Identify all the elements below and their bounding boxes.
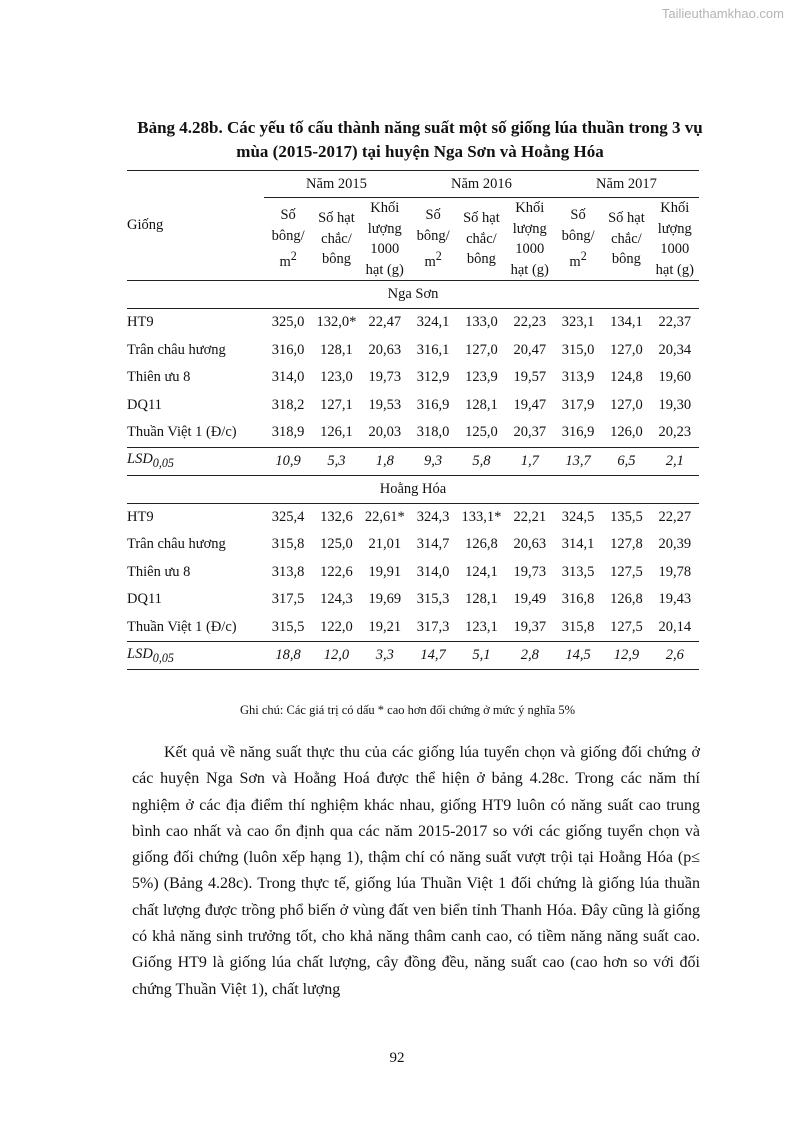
value-cell: 318,2 <box>271 396 305 413</box>
region-header-row <box>127 281 699 309</box>
lsd-cell: 14,7 <box>420 647 446 663</box>
lsd-row <box>127 642 699 670</box>
value-cell: 19,73 <box>513 563 547 580</box>
value-cell: 123,0 <box>320 369 353 386</box>
value-cell: 127,0 <box>610 341 643 358</box>
region-hoang-hoa <box>127 475 699 670</box>
value-cell: 314,7 <box>416 536 450 553</box>
grains-header: Số hạt chắc/ bông <box>318 210 355 268</box>
value-cell: 324,3 <box>416 508 450 525</box>
value-cell: 20,03 <box>368 424 402 441</box>
value-cell: 127,0 <box>465 341 498 358</box>
value-cell: 315,5 <box>271 618 305 635</box>
lsd-cell: 13,7 <box>565 452 591 469</box>
value-cell: 128,1 <box>320 341 353 358</box>
value-cell: 126,1 <box>320 424 353 441</box>
variety-cell: Thiên ưu 8 <box>127 369 191 386</box>
value-cell: 19,30 <box>658 396 692 413</box>
value-cell: 19,60 <box>658 369 692 386</box>
lsd-cell: 2,1 <box>665 452 684 469</box>
value-cell: 126,8 <box>465 536 498 553</box>
value-cell: 315,0 <box>561 341 595 358</box>
year-header: Năm 2016 <box>409 171 554 198</box>
lsd-cell: 1,7 <box>520 452 539 469</box>
value-cell: 19,57 <box>513 369 547 386</box>
value-cell: 128,1 <box>465 396 498 413</box>
table-row <box>127 419 699 447</box>
value-cell: 132,0* <box>316 314 357 331</box>
value-cell: 314,1 <box>561 536 595 553</box>
value-cell: 126,0 <box>610 424 643 441</box>
value-cell: 22,27 <box>658 508 692 525</box>
lsd-cell: 18,8 <box>275 647 301 663</box>
value-cell: 125,0 <box>320 536 353 553</box>
value-cell: 317,9 <box>561 396 595 413</box>
value-cell: 133,1* <box>461 508 502 525</box>
value-cell: 20,63 <box>513 536 547 553</box>
value-cell: 22,23 <box>513 314 547 331</box>
value-cell: 317,5 <box>271 591 305 608</box>
lsd-cell: 1,8 <box>375 452 394 469</box>
lsd-cell: 9,3 <box>424 452 443 469</box>
variety-cell: Thuần Việt 1 (Đ/c) <box>127 618 237 635</box>
region-nga-son <box>127 281 699 476</box>
value-cell: 312,9 <box>416 369 450 386</box>
table-row <box>127 586 699 614</box>
value-cell: 19,37 <box>513 618 547 635</box>
value-cell: 316,9 <box>561 424 595 441</box>
variety-cell: DQ11 <box>127 396 162 413</box>
lsd-label: $LSD_{0,05}$ <box>127 645 174 665</box>
table-title: Bảng 4.28b. Các yếu tố cấu thành năng suất một số giống lúa thuần trong 3 vụ mùa (2015-2017) tại huyện Nga Sơn và Hoằng Hóa <box>137 118 703 161</box>
lsd-cell: 10,9 <box>275 452 301 469</box>
value-cell: 316,8 <box>561 591 595 608</box>
value-cell: 19,69 <box>368 591 402 608</box>
value-cell: 124,3 <box>320 591 353 608</box>
table-row <box>127 614 699 642</box>
value-cell: 127,5 <box>610 563 643 580</box>
value-cell: 126,8 <box>610 591 643 608</box>
value-cell: 19,43 <box>658 591 692 608</box>
lsd-cell: 3,3 <box>375 647 394 663</box>
value-cell: 124,8 <box>610 369 643 386</box>
value-cell: 317,3 <box>416 618 450 635</box>
value-cell: 318,0 <box>416 424 450 441</box>
year-header: Năm 2017 <box>554 171 699 198</box>
region-name: Nga Sơn <box>387 286 439 302</box>
value-cell: 132,6 <box>320 508 353 525</box>
value-cell: 22,47 <box>368 314 402 331</box>
value-cell: 19,73 <box>368 369 402 386</box>
value-cell: 20,23 <box>658 424 692 441</box>
value-cell: 318,9 <box>271 424 305 441</box>
value-cell: 123,9 <box>465 369 498 386</box>
variety-cell: Thiên ưu 8 <box>127 563 191 580</box>
value-cell: 19,91 <box>368 563 402 580</box>
year-header: Năm 2015 <box>264 171 409 198</box>
panicles-header: Số bông/ $m^2$ <box>416 207 450 271</box>
value-cell: 315,3 <box>416 591 450 608</box>
table-row <box>127 559 699 587</box>
value-cell: 128,1 <box>465 591 498 608</box>
value-cell: 19,21 <box>368 618 402 635</box>
value-cell: 20,34 <box>658 341 692 358</box>
value-cell: 315,8 <box>271 536 305 553</box>
value-cell: 127,5 <box>610 618 643 635</box>
value-cell: 20,37 <box>513 424 547 441</box>
panicles-header: Số bông/ $m^2$ <box>271 207 305 271</box>
variety-cell: HT9 <box>127 508 154 525</box>
table-row <box>127 337 699 365</box>
table-row <box>127 503 699 531</box>
region-name: Hoằng Hóa <box>379 480 447 497</box>
value-cell: 325,4 <box>271 508 305 525</box>
lsd-row <box>127 447 699 475</box>
lsd-cell: 12,9 <box>613 647 640 663</box>
value-cell: 313,9 <box>561 369 595 386</box>
value-cell: 19,53 <box>368 396 402 413</box>
variety-header: Giống <box>127 171 264 281</box>
value-cell: 20,47 <box>513 341 547 358</box>
lsd-cell: 6,5 <box>617 452 636 469</box>
table-row <box>127 364 699 392</box>
grains-header: Số hạt chắc/ bông <box>463 210 500 268</box>
grains-header: Số hạt chắc/ bông <box>608 210 645 268</box>
lsd-cell: 12,0 <box>323 647 350 663</box>
yield-components-table <box>127 170 699 670</box>
lsd-label: $LSD_{0,05}$ <box>127 451 174 470</box>
watermark: Tailieuthamkhao.com <box>661 6 784 21</box>
value-cell: 20,63 <box>368 341 402 358</box>
lsd-cell: 2,6 <box>665 647 684 663</box>
value-cell: 21,01 <box>368 536 402 553</box>
weight-header: Khối lượng 1000 hạt (g) <box>655 200 694 278</box>
lsd-cell: 5,1 <box>472 647 491 663</box>
value-cell: 133,0 <box>465 314 498 331</box>
weight-header: Khối lượng 1000 hạt (g) <box>510 200 549 278</box>
panicles-header: Số bông/ $m^2$ <box>561 207 595 271</box>
value-cell: 123,1 <box>465 618 498 635</box>
value-cell: 324,1 <box>416 314 450 331</box>
year-header-row <box>127 171 699 198</box>
table-row <box>127 309 699 337</box>
value-cell: 19,78 <box>658 563 692 580</box>
value-cell: 19,49 <box>513 591 547 608</box>
value-cell: 313,8 <box>271 563 305 580</box>
value-cell: 127,1 <box>320 396 353 413</box>
body-paragraph: Kết quả về năng suất thực thu của các giống lúa tuyển chọn và giống đối chứng ở các huyện Nga Sơn và Hoằng Hoá được thể hiện ở bảng 4.28c. Trong các năm thí nghiệm ở các địa điểm thí nghiệm khác nhau, giống HT9 luôn có năng suất cao trung bình cao nhất và cao ổn định qua các năm 2015-2017 so với các giống tuyển chọn và giống đối chứng (luôn xếp hạng 1), thậm chí có năng suất vượt trội tại Hoằng Hóa (p≤ 5%) (Bảng 4.28c). Trong thực tế, giống lúa Thuần Việt 1 đối chứng là giống lúa thuần chất lượng được trồng phổ biến ở vùng đất ven biển tỉnh Thanh Hóa. Đây cũng là giống có khả năng sinh trưởng tốt, cho khả năng thâm canh cao, có tiềm năng năng suất cao. Giống HT9 là giống lúa chất lượng, cây đồng đều, năng suất cao (cao hơn so với đối chứng Thuần Việt 1), chất lượng <box>132 744 700 998</box>
value-cell: 316,0 <box>271 341 305 358</box>
value-cell: 20,39 <box>658 536 692 553</box>
lsd-cell: 2,8 <box>520 647 539 663</box>
value-cell: 316,9 <box>416 396 450 413</box>
value-cell: 19,47 <box>513 396 547 413</box>
value-cell: 314,0 <box>271 369 305 386</box>
lsd-cell: 5,8 <box>472 452 491 469</box>
value-cell: 316,1 <box>416 341 450 358</box>
value-cell: 127,0 <box>610 396 643 413</box>
value-cell: 127,8 <box>610 536 643 553</box>
lsd-cell: 5,3 <box>327 452 346 469</box>
region-header-row <box>127 475 699 503</box>
value-cell: 125,0 <box>465 424 498 441</box>
value-cell: 324,5 <box>561 508 595 525</box>
value-cell: 22,21 <box>513 508 547 525</box>
value-cell: 315,8 <box>561 618 595 635</box>
value-cell: 124,1 <box>465 563 498 580</box>
value-cell: 134,1 <box>610 314 643 331</box>
variety-cell: Trân châu hương <box>127 341 226 358</box>
weight-header: Khối lượng 1000 hạt (g) <box>365 200 404 278</box>
lsd-cell: 14,5 <box>565 647 591 663</box>
value-cell: 122,6 <box>320 563 353 580</box>
value-cell: 314,0 <box>416 563 450 580</box>
table-row <box>127 392 699 420</box>
table-note: Ghi chú: Các giá trị có dấu * cao hơn đối chứng ở mức ý nghĩa 5% <box>240 703 576 717</box>
value-cell: 325,0 <box>271 314 305 331</box>
value-cell: 135,5 <box>610 508 643 525</box>
value-cell: 323,1 <box>561 314 595 331</box>
value-cell: 313,5 <box>561 563 595 580</box>
variety-cell: DQ11 <box>127 591 162 608</box>
table-row <box>127 531 699 559</box>
value-cell: 20,14 <box>658 618 692 635</box>
variety-cell: Thuần Việt 1 (Đ/c) <box>127 424 237 441</box>
value-cell: 22,61* <box>364 508 405 525</box>
variety-cell: HT9 <box>127 314 154 331</box>
value-cell: 122,0 <box>320 618 353 635</box>
variety-cell: Trân châu hương <box>127 536 226 553</box>
page-number: 92 <box>389 1050 405 1066</box>
value-cell: 22,37 <box>658 314 692 331</box>
